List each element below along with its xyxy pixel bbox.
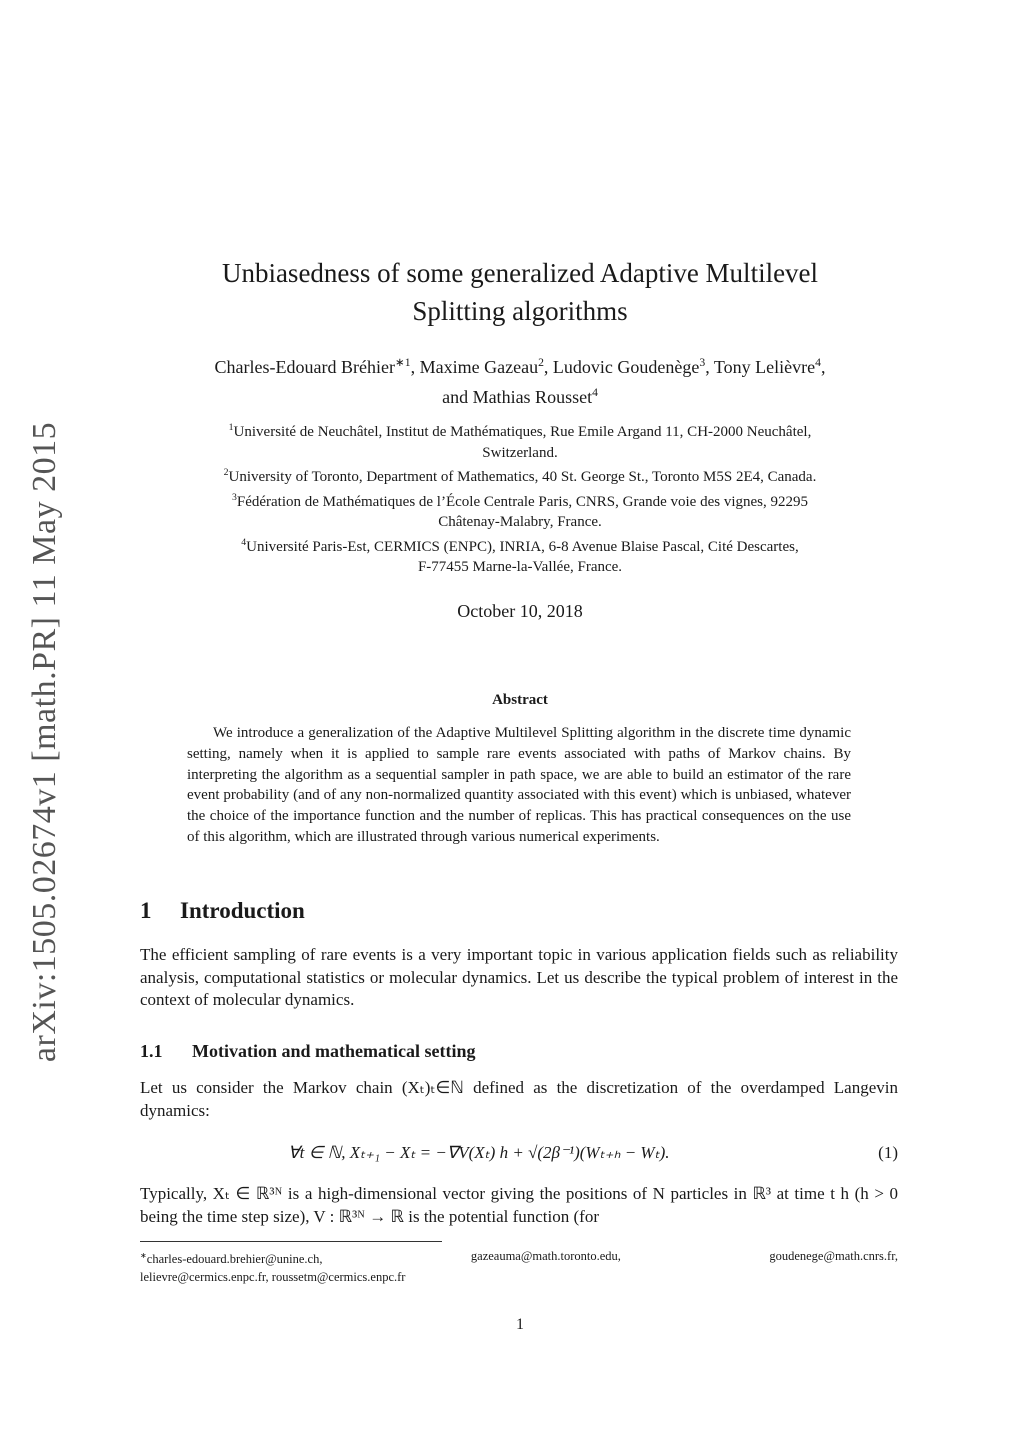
title-line-2: Splitting algorithms	[412, 296, 628, 326]
motivation-paragraph: Let us consider the Markov chain (Xₜ)ₜ∈ℕ defined as the discretization of the overdamped Langevin dynamics:	[140, 1078, 898, 1120]
affiliation-4-cont: F-77455 Marne-la-Vallée, France.	[417, 559, 623, 575]
section-title: Introduction	[180, 898, 305, 923]
paper-date: October 10, 2018	[457, 601, 583, 621]
footnote-marker: ∗	[140, 1251, 147, 1260]
affiliation-1: $^1$Université de Neuchâtel, Institut de Mathématiques, Rue Emile Argand 11, CH-2000 Neuchâtel,	[228, 422, 812, 440]
affiliation-list	[140, 418, 900, 578]
equation-number: (1)	[878, 1143, 898, 1162]
affiliation-3: $^3$Fédération de Mathématiques de l’École Centrale Paris, CNRS, Grande voie des vignes, 92295	[232, 491, 808, 510]
subsection-number: 1.1	[140, 1041, 163, 1061]
author-name: and Mathias Rousset	[442, 387, 593, 407]
footnote-email: goudenege@math.cnrs.fr,	[769, 1249, 898, 1263]
author-affil-marker: 3	[699, 356, 706, 369]
author-affil-marker: ∗1	[394, 356, 411, 369]
section-number: 1	[140, 898, 152, 923]
footnote-email: charles-edouard.brehier@unine.ch,	[146, 1252, 323, 1267]
author-affil-marker: 2	[538, 356, 544, 369]
affiliation-2: $^2$University of Toronto, Department of Mathematics, 40 St. George St., Toronto M5S 2E4, Canada.	[223, 467, 817, 485]
footnote	[140, 1247, 898, 1286]
author-name: Charles-Edouard Bréhier	[214, 357, 395, 377]
author-name: Ludovic Goudenège	[552, 357, 700, 377]
author-list: Charles-Edouard Bréhier$^{∗1}$, Maxime Gazeau$^2$, Ludovic Goudenège$^3$, Tony Lelièvre$^4$, and Mathias Rousset$^4$	[214, 356, 826, 407]
section-heading	[140, 898, 305, 924]
author-name: Maxime Gazeau	[419, 357, 539, 377]
author-name: Tony Lelièvre	[713, 357, 816, 377]
affiliation-4: $^4$Université Paris-Est, CERMICS (ENPC), INRIA, 6-8 Avenue Blaise Pascal, Cité Descartes,	[241, 536, 799, 555]
page-number: 1	[516, 1316, 524, 1333]
author-affil-marker: 4	[815, 356, 821, 369]
abstract-text: We introduce a generalization of the Adaptive Multilevel Splitting algorithm in the discrete time dynamic setting, namely when it is applied to sample rare events associated with paths of Markov chains. By interpreting the algorithm as a sequential sampler in path space, we are able to build an estimator of the rare event probability (and of any non-normalized quantity associated with this event) which is unbiased, whatever the choice of the importance function and the number of replicas. This has practical consequences on the use of this algorithm, which are illustrated through various numerical experiments.	[187, 725, 851, 845]
abstract-heading: Abstract	[492, 692, 548, 708]
author-affil-marker: 4	[592, 386, 598, 399]
paper-title	[140, 254, 900, 330]
affiliation-1-cont: Switzerland.	[482, 444, 558, 461]
subsection-title: Motivation and mathematical setting	[192, 1041, 476, 1061]
intro-paragraph: The efficient sampling of rare events is a very important topic in various application fields such as reliability analysis, computational statistics or molecular dynamics. Let us describe the typical problem of interest in the context of molecular dynamics.	[140, 945, 898, 1009]
footnote-email: gazeauma@math.toronto.edu,	[470, 1249, 621, 1263]
equation-formula: ∀t ∈ ℕ, Xₜ₊₁ − Xₜ = −∇V(Xₜ) h + √(2β⁻¹)(Wₜ₊ₕ − Wₜ).	[288, 1143, 670, 1162]
typically-paragraph: Typically, Xₜ ∈ ℝ³ᴺ is a high-dimensional vector giving the positions of N particles in ℝ³ at time t h (h > 0 being the time step size), V : ℝ³ᴺ → ℝ is the potential function (for	[140, 1184, 898, 1226]
footnote-emails-line-2: lelievre@cermics.enpc.fr, roussetm@cermics.enpc.fr	[140, 1270, 406, 1285]
display-equation	[140, 1143, 898, 1167]
subsection-heading	[140, 1041, 475, 1062]
affiliation-3-cont: Châtenay-Malabry, France.	[438, 514, 602, 530]
footnote-rule	[140, 1241, 442, 1242]
title-line-1: Unbiasedness of some generalized Adaptive Multilevel	[221, 258, 819, 288]
arxiv-watermark: arXiv:1505.02674v1 [math.PR] 11 May 2015	[26, 421, 63, 1063]
